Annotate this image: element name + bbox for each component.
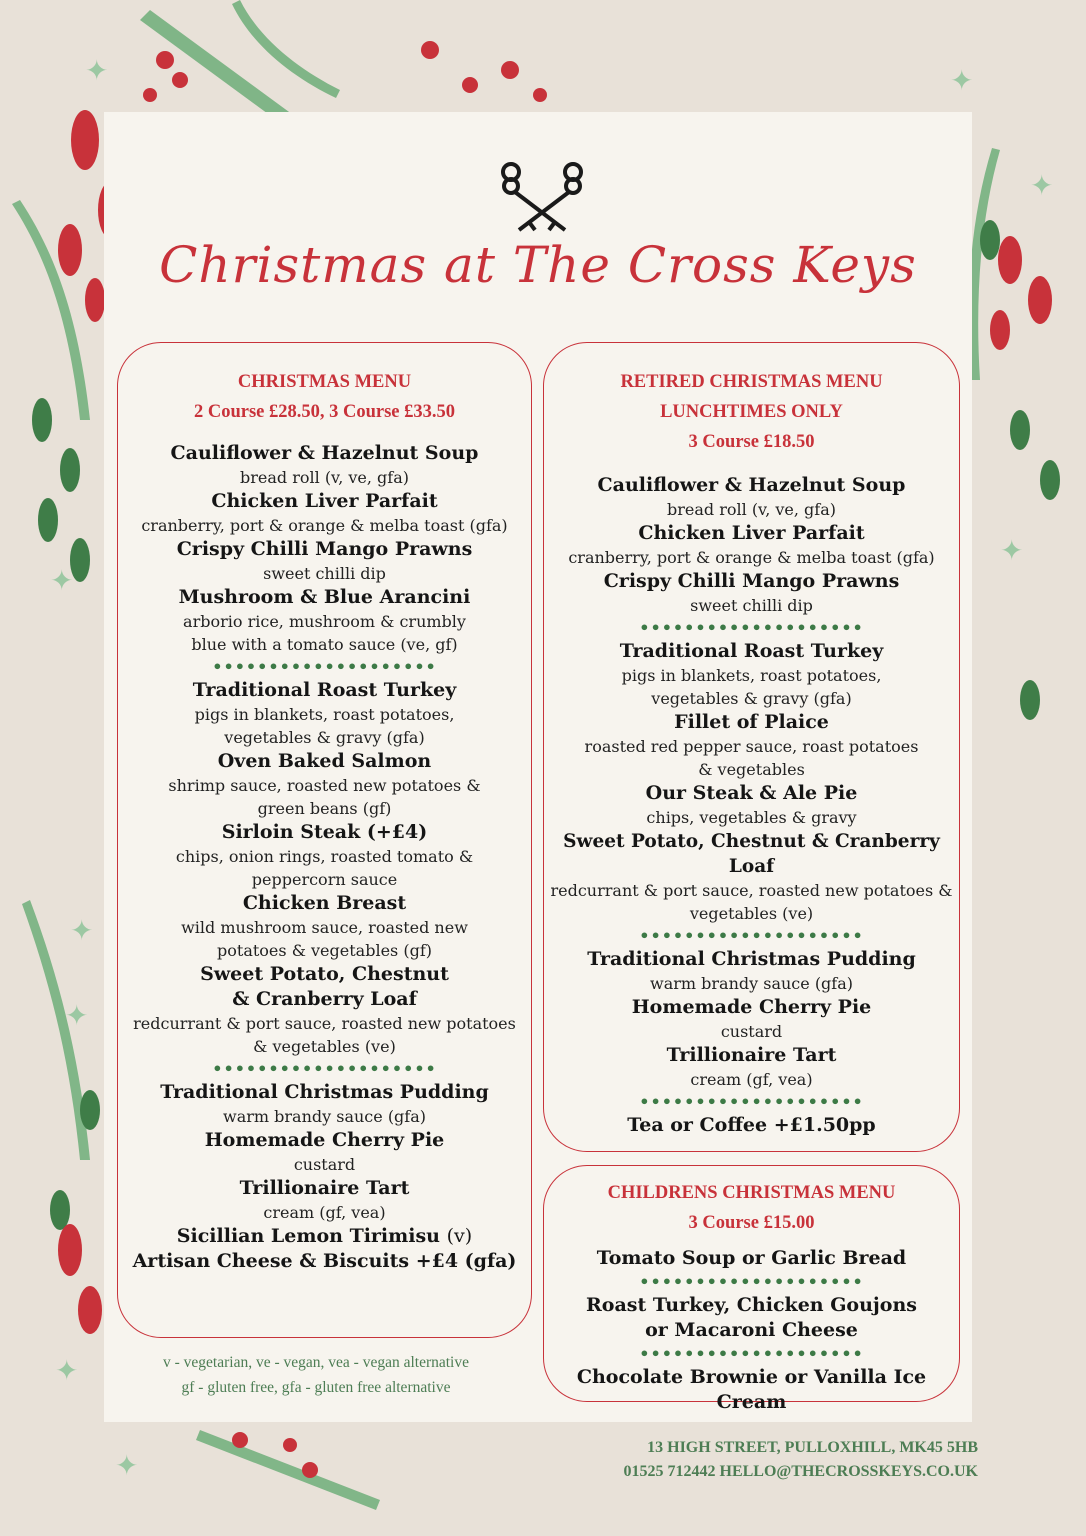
dietary-legend: [117, 1350, 515, 1400]
svg-text:✦: ✦: [1030, 169, 1054, 202]
kids-course-3: Chocolate Brownie or Vanilla Ice Cream: [576, 1366, 927, 1413]
divider: ••••••••••••••••••••: [639, 1092, 864, 1111]
dish-name: Traditional Roast Turkey: [192, 679, 457, 701]
dish-description: arborio rice, mushroom & crumbly blue with a tomato sauce (ve, gf): [183, 612, 466, 654]
christmas-menu-price: 2 Course £28.50, 3 Course £33.50: [193, 402, 456, 422]
dish-suffix: (v): [446, 1225, 473, 1247]
dish-name: Cauliflower & Hazelnut Soup: [170, 442, 479, 464]
dish-description: sweet chilli dip: [690, 596, 813, 615]
tea-coffee-extra: Tea or Coffee +£1.50pp: [627, 1114, 876, 1136]
kids-course-1: Tomato Soup or Garlic Bread: [596, 1247, 907, 1269]
dish-name: Sicillian Lemon Tirimisu: [176, 1225, 440, 1247]
address-block: [624, 1436, 979, 1484]
childrens-menu-heading: CHILDRENS CHRISTMAS MENU: [607, 1183, 896, 1203]
dish-description: redcurrant & port sauce, roasted new potatoes & vegetables (ve): [133, 1014, 516, 1056]
retired-menu-price: 3 Course £18.50: [688, 432, 815, 452]
svg-text:✦: ✦: [85, 54, 109, 87]
dish-name: Sweet Potato, Chestnut & Cranberry Loaf: [200, 963, 449, 1010]
dish-name: Homemade Cherry Pie: [631, 996, 872, 1018]
dish-name: Traditional Christmas Pudding: [587, 948, 916, 970]
dish-description: roasted red pepper sauce, roast potatoes & vegetables: [584, 737, 919, 779]
christmas-menu-heading: CHRISTMAS MENU: [237, 372, 412, 392]
dish-name: Chicken Liver Parfait: [211, 490, 438, 512]
dish-description: cranberry, port & orange & melba toast (gfa): [141, 516, 508, 535]
dish-description: warm brandy sauce (gfa): [650, 974, 853, 993]
dish-description: chips, onion rings, roasted tomato & peppercorn sauce: [175, 847, 474, 889]
dish-description: custard: [720, 1022, 783, 1041]
dish-name: Mushroom & Blue Arancini: [178, 586, 471, 608]
kids-course-2: or Macaroni Cheese: [645, 1319, 858, 1341]
dish-name: Trillionaire Tart: [666, 1044, 837, 1066]
dish-description: custard: [293, 1155, 356, 1174]
dish-description: bread roll (v, ve, gfa): [239, 468, 409, 487]
christmas-menu-box: [117, 342, 532, 1338]
svg-text:✦: ✦: [65, 999, 89, 1032]
kids-course-2: Roast Turkey, Chicken Goujons: [586, 1294, 917, 1316]
dish-description: chips, vegetables & gravy: [646, 808, 857, 827]
dish-name-with-suffix: [124, 1224, 525, 1249]
childrens-menu-box: [543, 1165, 960, 1413]
divider: ••••••••••••••••••••: [212, 1059, 437, 1078]
retired-menu-box: [543, 342, 960, 1152]
dish-name: Sirloin Steak (+£4): [221, 821, 428, 843]
dish-description: shrimp sauce, roasted new potatoes & green beans (gf): [168, 776, 481, 818]
svg-text:✦: ✦: [1000, 534, 1024, 567]
dish-description: pigs in blankets, roast potatoes, vegetables & gravy (gfa): [621, 666, 882, 708]
dish-name: Cauliflower & Hazelnut Soup: [597, 474, 906, 496]
dish-name: Traditional Roast Turkey: [619, 640, 884, 662]
dish-name: Fillet of Plaice: [674, 711, 829, 733]
retired-menu-subheading: LUNCHTIMES ONLY: [660, 402, 843, 422]
divider: ••••••••••••••••••••: [639, 926, 864, 945]
svg-text:✦: ✦: [50, 564, 74, 597]
dish-description: sweet chilli dip: [263, 564, 386, 583]
svg-text:✦: ✦: [55, 1354, 79, 1387]
divider: ••••••••••••••••••••: [639, 1272, 864, 1291]
svg-text:✦: ✦: [70, 914, 94, 947]
retired-menu-heading: RETIRED CHRISTMAS MENU: [620, 372, 883, 392]
dish-name: Chicken Breast: [242, 892, 407, 914]
dish-description: redcurrant & port sauce, roasted new potatoes & vegetables (ve): [550, 881, 953, 923]
dish-name: Homemade Cherry Pie: [204, 1129, 445, 1151]
divider: ••••••••••••••••••••: [639, 618, 864, 637]
legend-line: gf - gluten free, gfa - gluten free alternative: [181, 1379, 451, 1396]
address-line: 13 HIGH STREET, PULLOXHILL, MK45 5HB: [647, 1439, 978, 1456]
childrens-menu-price: 3 Course £15.00: [688, 1213, 815, 1233]
dish-name: Traditional Christmas Pudding: [160, 1081, 489, 1103]
dish-name: Chicken Liver Parfait: [638, 522, 865, 544]
crossed-keys-icon: [497, 160, 587, 235]
dish-name: Oven Baked Salmon: [217, 750, 432, 772]
divider: ••••••••••••••••••••: [639, 1344, 864, 1363]
dish-name: Our Steak & Ale Pie: [645, 782, 858, 804]
legend-line: v - vegetarian, ve - vegan, vea - vegan alternative: [163, 1354, 469, 1371]
svg-text:✦: ✦: [115, 1449, 139, 1482]
page-title: Christmas at The Cross Keys: [159, 236, 917, 294]
dish-name: Artisan Cheese & Biscuits +£4 (gfa): [132, 1250, 517, 1272]
svg-text:✦: ✦: [950, 64, 974, 97]
dish-description: cream (gf, vea): [690, 1070, 813, 1089]
dish-description: bread roll (v, ve, gfa): [666, 500, 836, 519]
dish-description: wild mushroom sauce, roasted new potatoes & vegetables (gf): [181, 918, 468, 960]
divider: ••••••••••••••••••••: [212, 657, 437, 676]
dish-description: cream (gf, vea): [263, 1203, 386, 1222]
dish-description: cranberry, port & orange & melba toast (gfa): [568, 548, 935, 567]
dish-name: Crispy Chilli Mango Prawns: [176, 538, 473, 560]
dish-name: Crispy Chilli Mango Prawns: [603, 570, 900, 592]
dish-name: Trillionaire Tart: [239, 1177, 410, 1199]
dish-description: warm brandy sauce (gfa): [223, 1107, 426, 1126]
dish-name: Sweet Potato, Chestnut & Cranberry Loaf: [563, 831, 940, 877]
dish-description: pigs in blankets, roast potatoes, vegetables & gravy (gfa): [194, 705, 455, 747]
contact-line: 01525 712442 HELLO@THECROSSKEYS.CO.UK: [623, 1463, 978, 1480]
